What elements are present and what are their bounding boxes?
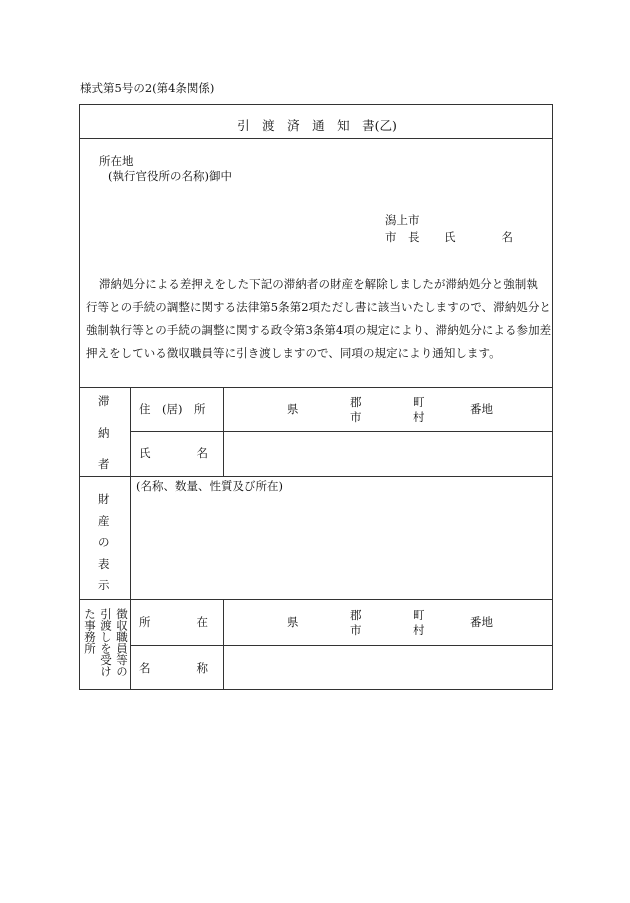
property-char-1: 財 <box>98 492 110 506</box>
notice-form <box>79 104 553 690</box>
office-pref-label: 県 <box>287 615 299 629</box>
office-shi-label: 市 <box>350 623 362 637</box>
address-label: 住 (居) 所 <box>139 402 206 416</box>
body-line-4: 押えをしている徴収職員等に引き渡しますので、同項の規定により通知します。 <box>86 346 501 360</box>
office-machi-label: 町 <box>413 608 425 622</box>
delinquent-name-label: 氏 名 <box>139 446 208 460</box>
delinquent-label-col-line <box>223 387 224 476</box>
delinquent-mid-line <box>130 431 552 432</box>
office-mura-label: 村 <box>413 623 425 637</box>
location-label: 所在地 <box>99 154 134 168</box>
form-number: 様式第5号の2(第4条関係) <box>80 81 215 95</box>
body-line-2: 行等との手続の調整に関する法律第5条第2項ただし書に該当いたしますので、滞納処分と <box>86 300 551 314</box>
office-mid-line <box>130 645 552 646</box>
property-char-5: 示 <box>98 578 110 592</box>
property-top-line <box>80 476 552 477</box>
delinquent-char-1: 滞 <box>98 394 110 408</box>
office-label-col-line <box>223 599 224 689</box>
delinquent-char-3: 者 <box>98 457 110 471</box>
property-char-4: 表 <box>98 557 110 571</box>
mayor-label: 市 長 <box>385 230 420 244</box>
office-header-col-2: 引渡しを受け <box>99 608 113 677</box>
recipient-office: (執行官役所の名称)御中 <box>108 169 232 183</box>
property-char-3: の <box>98 535 110 549</box>
shi-label: 市 <box>350 410 362 424</box>
header-col-line <box>130 387 131 689</box>
office-top-line <box>80 599 552 600</box>
office-name-label: 名 称 <box>139 661 208 675</box>
banchi-label: 番地 <box>470 402 493 416</box>
office-banchi-label: 番地 <box>470 615 493 629</box>
property-char-2: 産 <box>98 514 110 528</box>
pref-label: 県 <box>287 402 299 416</box>
body-line-1: 滞納処分による差押えをした下記の滞納者の財産を解除しましたが滞納処分と強制執 <box>99 277 538 291</box>
table-top-line <box>80 387 552 388</box>
gun-label: 郡 <box>350 395 362 409</box>
title-divider <box>80 138 552 139</box>
body-line-3: 強制執行等との手続の調整に関する政令第3条第4項の規定により、滞納処分による参加差 <box>86 323 552 337</box>
office-header-col-3: た事務所 <box>83 608 97 654</box>
property-note: (名称、数量、性質及び所在) <box>136 479 283 493</box>
office-gun-label: 郡 <box>350 608 362 622</box>
machi-label: 町 <box>413 395 425 409</box>
mura-label: 村 <box>413 410 425 424</box>
form-title: 引 渡 済 通 知 書(乙) <box>237 118 397 133</box>
delinquent-char-2: 納 <box>98 426 110 440</box>
office-header-col-1: 徴収職員等の <box>115 608 129 677</box>
office-location-label: 所 在 <box>139 615 208 629</box>
issuer-city: 潟上市 <box>385 213 420 227</box>
issuer-name-label: 氏 名 <box>444 230 513 244</box>
